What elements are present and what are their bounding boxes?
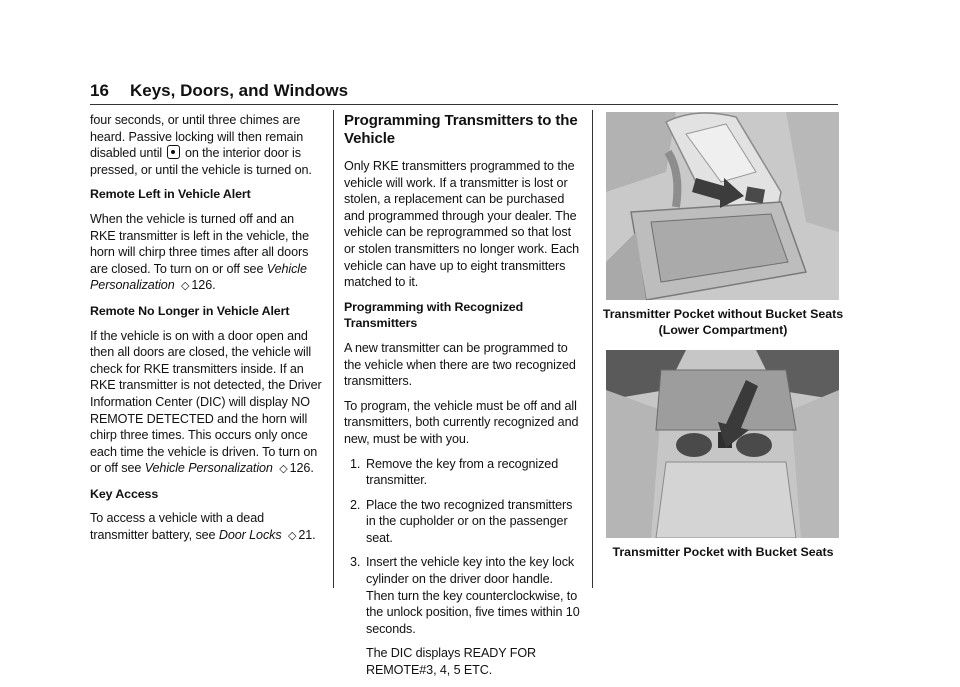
- text-column-middle: [344, 112, 580, 687]
- list-item: [344, 554, 580, 678]
- paragraph-text: To access a vehicle with a dead transmitter battery, see: [90, 511, 265, 543]
- cross-reference-link[interactable]: Vehicle Personalization: [90, 261, 307, 293]
- column-divider: [592, 110, 593, 588]
- cross-reference-link[interactable]: Vehicle Personalization: [144, 461, 273, 476]
- paragraph-text: on the interior door is pressed, or until the vehicle is turned on.: [90, 146, 312, 177]
- page-ref[interactable]: 21: [298, 528, 313, 543]
- page-ref-arrow-icon: ◇: [279, 463, 288, 476]
- subheading-key-access: Key Access: [90, 486, 159, 501]
- console-illustration: [606, 112, 839, 300]
- subheading: Programming with Recognized Transmitters: [344, 299, 524, 331]
- console-illustration: [606, 350, 839, 538]
- list-item: [344, 497, 580, 547]
- paragraph: To program, the vehicle must be off and all transmitters, both currently recognized and new, must be with you.: [344, 398, 579, 446]
- section-title: Keys, Doors, and Windows: [130, 81, 349, 100]
- step-number: 1.: [350, 456, 361, 471]
- paragraph-text: four seconds, or until three chimes are heard. Passive locking will then remain disabled until: [90, 113, 304, 161]
- step-number: 3.: [350, 555, 361, 570]
- paragraph: If the vehicle is on with a door open and then all doors are closed, the vehicle will check for RKE transmitters inside. If an RKE transmitter is not detected, the Driver Information Center (DIC) will display NO REMOTE DETECTED and the horn will chirp three times. This occurs only once each time the vehicle is driven. To turn on or off see Vehicle Personalization ◇ 126.: [90, 328, 322, 476]
- cross-reference-link[interactable]: Door Locks: [218, 528, 282, 543]
- text-column-left: [90, 112, 322, 553]
- paragraph-text: If the vehicle is on with a door open and then all doors are closed, the vehicle will check for RKE transmitters inside. If an RKE transmitter is not detected, the Driver Information Center (DIC) will display NO REMOTE DETECTED and the horn will chirp three times. This occurs only once each time the vehicle is driven. To turn on or off see: [90, 328, 322, 476]
- figure-caption: Transmitter Pocket with Bucket Seats: [612, 545, 834, 559]
- figure-transmitter-pocket-bucket: [606, 350, 839, 538]
- page-ref[interactable]: 126: [289, 461, 311, 476]
- subheading-remote-left: Remote Left in Vehicle Alert: [90, 187, 251, 202]
- step-note: The DIC displays READY FOR REMOTE#3, 4, 5 ETC.: [366, 646, 537, 678]
- page-ref[interactable]: 126: [191, 278, 213, 293]
- figure-caption: Transmitter Pocket without Bucket Seats (Lower Compartment): [602, 307, 844, 337]
- list-item: [344, 456, 580, 489]
- paragraph: Only RKE transmitters programmed to the vehicle will work. If a transmitter is lost or stolen, a replacement can be purchased and programmed through your dealer. The vehicle can be reprogrammed so that lost or stolen transmitters no longer work. Each vehicle can have up to eight transmitters matched to it.: [344, 159, 580, 290]
- page-header: [90, 78, 838, 105]
- paragraph: A new transmitter can be programmed to the vehicle when there are two recognized transmitters.: [344, 340, 576, 389]
- paragraph: When the vehicle is turned off and an RKE transmitter is left in the vehicle, the horn will chirp three times after all doors are closed. To turn on or off see Vehicle Personalization ◇ 126.: [90, 211, 309, 293]
- step-text: Remove the key from a recognized transmitter.: [366, 456, 559, 488]
- paragraph: To access a vehicle with a dead transmitter battery, see Door Locks ◇ 21.: [90, 511, 316, 543]
- page-ref-arrow-icon: ◇: [181, 280, 190, 293]
- step-text: Place the two recognized transmitters in the cupholder or on the passenger seat.: [366, 497, 573, 545]
- column-divider: [333, 110, 334, 588]
- lock-icon: [167, 145, 180, 159]
- step-number: 2.: [350, 497, 361, 512]
- section-heading: Programming Transmitters to the Vehicle: [344, 112, 578, 147]
- step-text: Insert the vehicle key into the key lock cylinder on the driver door handle. Then turn the key counterclockwise, to the unlock position, five times within 10 seconds.: [366, 555, 580, 636]
- figure-transmitter-pocket-lower: [606, 112, 839, 300]
- subheading-remote-no-longer: Remote No Longer in Vehicle Alert: [90, 303, 290, 318]
- page-number: 16: [90, 81, 109, 100]
- paragraph-text: When the vehicle is turned off and an RKE transmitter is left in the vehicle, the horn will chirp three times after all doors are closed. To turn on or off see: [90, 211, 309, 276]
- steps-list: [344, 456, 580, 679]
- paragraph: [90, 112, 322, 178]
- page-ref-arrow-icon: ◇: [287, 530, 297, 543]
